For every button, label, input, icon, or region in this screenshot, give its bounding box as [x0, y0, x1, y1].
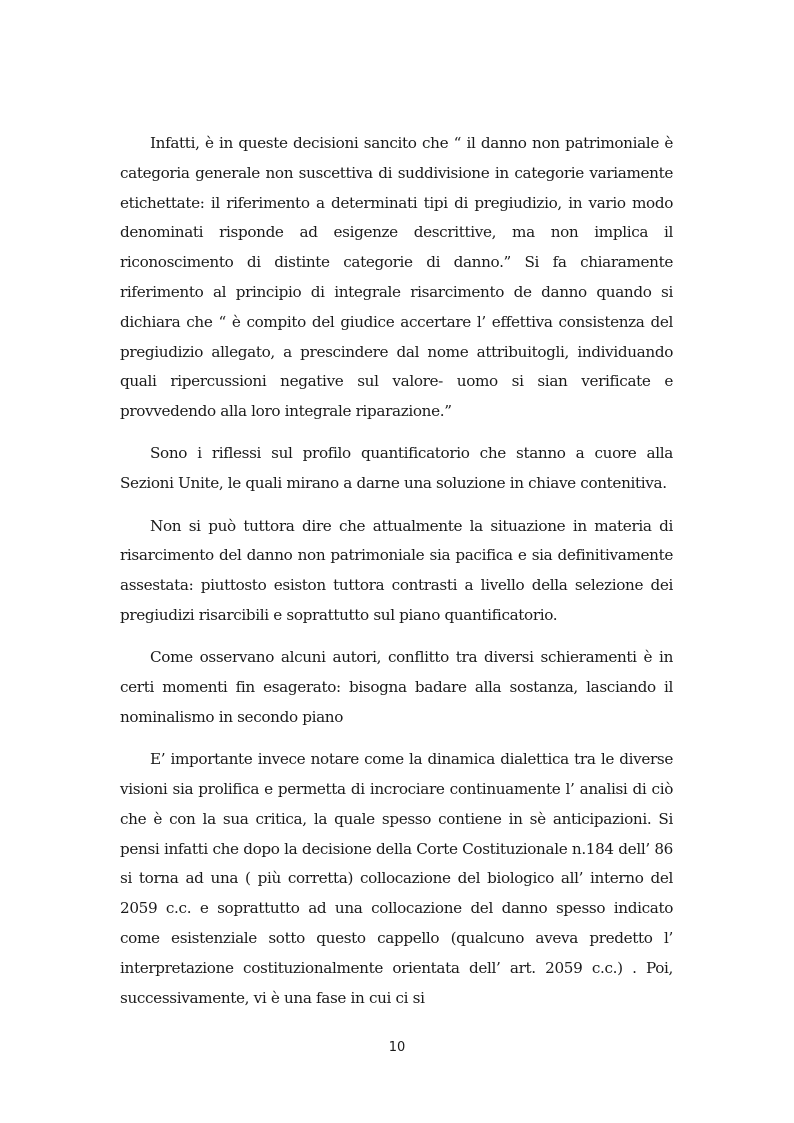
paragraph-1: Infatti, è in queste decisioni sancito che “ il danno non patrimoniale è categoria generale non suscettiva di suddivisione in categorie variamente etichettate: il riferimento a determinati tipi di pregiudizio, in vario modo denominati risponde ad esigenze descrittive, ma non implica il riconoscimento di distinte categorie di danno.” Si fa chiaramente riferimento al principio di integrale risarcimento de danno quando si dichiara che “ è compito del giudice accertare l’ effettiva consistenza del pregiudizio allegato, a prescindere dal nome attribuitogli, individuando quali ripercussioni negative sul valore- uomo si sian verificate e provvedendo alla loro integrale riparazione.”	[120, 134, 673, 421]
paragraph-4: Come osservano alcuni autori, conflitto tra diversi schieramenti è in certi momenti fin esagerato: bisogna badare alla sostanza, lasciando il nominalismo in secondo piano	[120, 648, 673, 726]
paragraph-2: Sono i riflessi sul profilo quantificatorio che stanno a cuore alla Sezioni Unite, le quali mirano a darne una soluzione in chiave contenitiva.	[120, 444, 673, 493]
paragraph-5: E’ importante invece notare come la dinamica dialettica tra le diverse visioni sia prolifica e permetta di incrociare continuamente l’ analisi di ciò che è con la sua critica, la quale spesso contiene in sè anticipazioni. Si pensi infatti che dopo la decisione della Corte Costituzionale n.184 dell’ 86 si torna ad una ( più corretta) collocazione del biologico all’ interno del 2059 c.c. e soprattutto ad una collocazione del danno spesso indicato come esistenziale sotto questo cappello (qualcuno aveva predetto l’ interpretazione costituzionalmente orientata dell’ art. 2059 c.c.) . Poi, successivamente, vi è una fase in cui ci si	[120, 750, 673, 1007]
body-text	[120, 129, 673, 1026]
paragraph-3: Non si può tuttora dire che attualmente la situazione in materia di risarcimento del danno non patrimoniale sia pacifica e sia definitivamente assestata: piuttosto esiston tuttora contrasti a livello della selezione dei pregiudizi risarcibili e soprattutto sul piano quantificatorio.	[120, 516, 673, 624]
page-number: 10	[388, 1040, 406, 1055]
